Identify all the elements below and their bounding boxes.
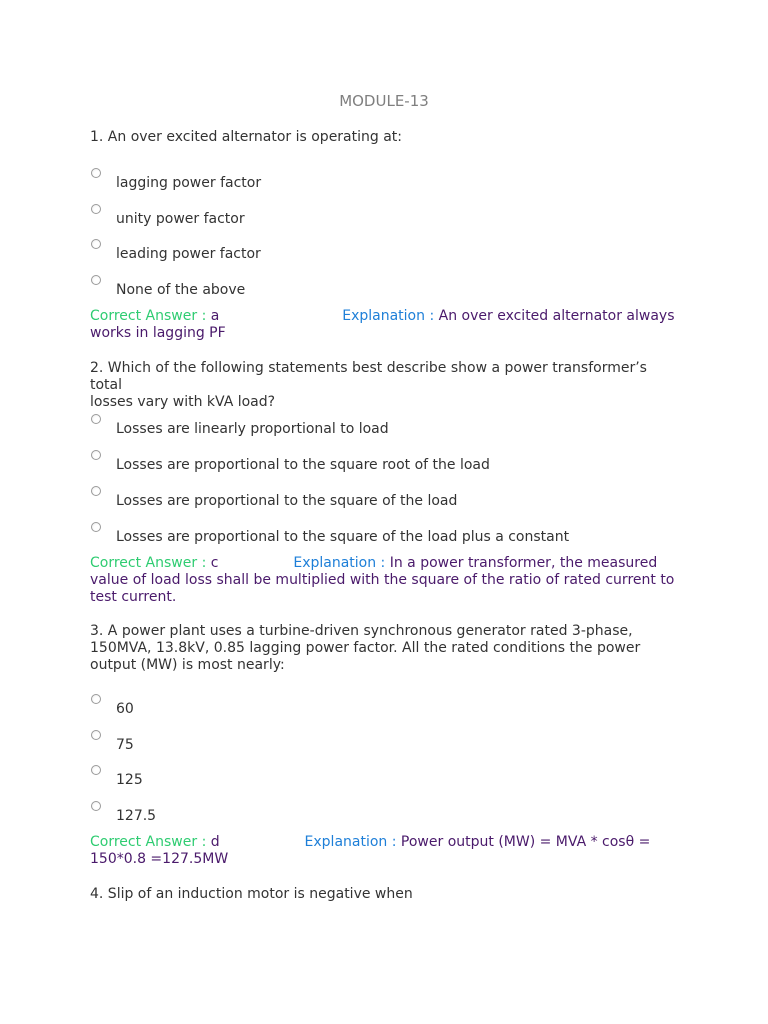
radio-button[interactable] — [91, 275, 101, 285]
radio-button[interactable] — [91, 450, 101, 460]
radio-button[interactable] — [91, 239, 101, 249]
page-title: MODULE-13 — [339, 92, 429, 110]
question-3-line-3: output (MW) is most nearly: — [90, 657, 285, 673]
question-2-line-2: losses vary with kVA load? — [90, 394, 276, 410]
explanation-continuation-2: test current. — [90, 589, 177, 605]
radio-button[interactable] — [91, 730, 101, 740]
explanation-label: Explanation : — [342, 308, 435, 324]
question-1-option-d[interactable] — [90, 275, 680, 298]
question-1-option-c[interactable] — [90, 239, 680, 262]
option-label: unity power factor — [116, 211, 245, 227]
radio-button[interactable] — [91, 486, 101, 496]
explanation-text: Power output (MW) = MVA * cosθ = — [400, 834, 651, 850]
correct-answer-label: Correct Answer : — [90, 834, 207, 850]
question-2-option-d[interactable] — [90, 522, 680, 545]
question-3-option-c[interactable] — [90, 765, 680, 788]
question-2-text — [90, 360, 680, 411]
correct-answer-value: d — [210, 834, 220, 850]
explanation-continuation-1: value of load loss shall be multiplied with the square of the ratio of rated current to — [90, 572, 675, 588]
question-3-line-1: 3. A power plant uses a turbine-driven synchronous generator rated 3-phase, — [90, 623, 633, 639]
option-label: Losses are proportional to the square of the load plus a constant — [116, 529, 570, 545]
option-label: None of the above — [116, 282, 246, 298]
question-2-option-a[interactable] — [90, 414, 680, 437]
question-2-answer — [90, 555, 680, 606]
radio-button[interactable] — [91, 801, 101, 811]
option-label: 127.5 — [116, 808, 157, 824]
question-1-option-b[interactable] — [90, 204, 680, 227]
explanation-label: Explanation : — [304, 834, 397, 850]
correct-answer-value: a — [210, 308, 220, 324]
question-1-option-a[interactable] — [90, 168, 680, 191]
option-label: Losses are proportional to the square root of the load — [116, 457, 490, 473]
radio-button[interactable] — [91, 168, 101, 178]
explanation-text: In a power transformer, the measured — [389, 555, 658, 571]
explanation-text: An over excited alternator always — [438, 308, 675, 324]
question-1-text: 1. An over excited alternator is operating at: — [90, 129, 403, 145]
question-3-option-d[interactable] — [90, 801, 680, 824]
radio-button[interactable] — [91, 204, 101, 214]
correct-answer-label: Correct Answer : — [90, 555, 207, 571]
option-label: 125 — [116, 772, 143, 788]
option-label: leading power factor — [116, 246, 261, 262]
question-2-line-1: 2. Which of the following statements best describe show a power transformer’s total — [90, 360, 647, 393]
explanation-label: Explanation : — [293, 555, 386, 571]
question-2-option-c[interactable] — [90, 486, 680, 509]
radio-button[interactable] — [91, 522, 101, 532]
question-1-answer — [90, 308, 680, 342]
radio-button[interactable] — [91, 765, 101, 775]
question-3-option-b[interactable] — [90, 730, 680, 753]
question-3-text — [90, 623, 680, 674]
option-label: 60 — [116, 701, 134, 717]
option-label: Losses are linearly proportional to load — [116, 421, 389, 437]
explanation-continuation: works in lagging PF — [90, 325, 226, 341]
radio-button[interactable] — [91, 414, 101, 424]
radio-button[interactable] — [91, 694, 101, 704]
question-3-answer — [90, 834, 680, 868]
explanation-continuation: 150*0.8 =127.5MW — [90, 851, 229, 867]
question-4-text: 4. Slip of an induction motor is negative when — [90, 886, 413, 902]
question-3-option-a[interactable] — [90, 694, 680, 717]
option-label: Losses are proportional to the square of the load — [116, 493, 458, 509]
question-2-option-b[interactable] — [90, 450, 680, 473]
question-3-line-2: 150MVA, 13.8kV, 0.85 lagging power factor. All the rated conditions the power — [90, 640, 641, 656]
option-label: lagging power factor — [116, 175, 262, 191]
correct-answer-value: c — [210, 555, 219, 571]
correct-answer-label: Correct Answer : — [90, 308, 207, 324]
option-label: 75 — [116, 737, 134, 753]
